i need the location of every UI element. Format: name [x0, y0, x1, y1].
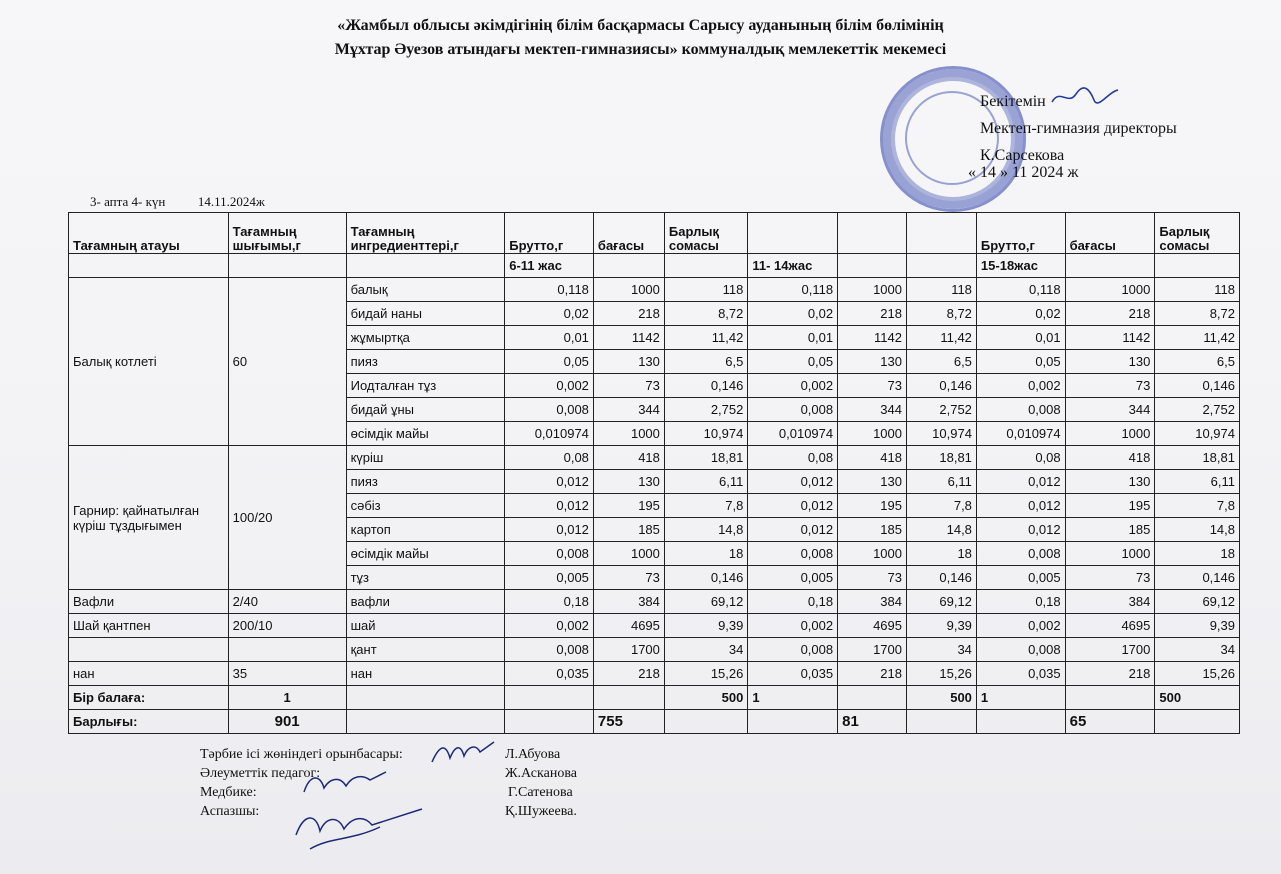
- ingredient-name: бидай наны: [346, 302, 505, 326]
- table-cell: 0,008: [976, 638, 1065, 662]
- table-cell: 34: [664, 638, 747, 662]
- ingredient-name: картоп: [346, 518, 505, 542]
- table-cell: 0,012: [748, 494, 838, 518]
- table-cell: 0,01: [748, 326, 838, 350]
- table-cell: 0,012: [976, 494, 1065, 518]
- table-cell: 0,008: [505, 398, 594, 422]
- dish-yield: 100/20: [228, 446, 346, 590]
- table-cell: 218: [838, 302, 907, 326]
- table-row: [69, 614, 1240, 638]
- table-cell: 0,012: [748, 470, 838, 494]
- table-cell: 0,005: [748, 566, 838, 590]
- signature-name: Қ.Шужеева.: [505, 804, 577, 819]
- ingredient-name: бидай ұны: [346, 398, 505, 422]
- age-group-row: [69, 254, 1240, 278]
- approval-position: Мектеп-гимназия директоры: [980, 120, 1177, 137]
- age-group-1: 6-11 жас: [505, 254, 594, 278]
- table-cell: 218: [838, 662, 907, 686]
- dish-name: Гарнир: қайнатылған күріш тұздығымен: [69, 446, 229, 590]
- header-empty: [748, 213, 838, 254]
- totals-row: [69, 710, 1240, 734]
- handwritten-signature-1: [428, 738, 498, 768]
- table-cell: 0,002: [505, 614, 594, 638]
- table-cell: 0,012: [976, 470, 1065, 494]
- table-cell: 0,002: [976, 374, 1065, 398]
- dish-yield: [228, 638, 346, 662]
- totals-value-4: 65: [1065, 710, 1155, 734]
- week-label: 3- апта 4- күн: [90, 194, 166, 209]
- table-cell: 130: [593, 350, 664, 374]
- ingredient-name: сәбіз: [346, 494, 505, 518]
- table-cell: 118: [664, 278, 747, 302]
- table-cell: 130: [838, 350, 907, 374]
- table-cell: 0,012: [505, 470, 594, 494]
- table-cell: 6,5: [664, 350, 747, 374]
- header-price-3: бағасы: [1065, 213, 1155, 254]
- table-cell: 4695: [1065, 614, 1155, 638]
- header-brutto: Брутто,г: [505, 213, 594, 254]
- table-cell: 15,26: [907, 662, 977, 686]
- table-cell: 0,008: [748, 398, 838, 422]
- table-cell: 0,02: [748, 302, 838, 326]
- signature-row: [200, 764, 600, 783]
- dish-name: [69, 638, 229, 662]
- table-cell: 0,118: [976, 278, 1065, 302]
- signature-name: Ж.Асканова: [505, 766, 577, 781]
- table-cell: 130: [593, 470, 664, 494]
- table-cell: 6,5: [1155, 350, 1240, 374]
- table-cell: 73: [1065, 566, 1155, 590]
- table-cell: 384: [593, 590, 664, 614]
- table-cell: 1000: [838, 278, 907, 302]
- table-cell: 218: [593, 302, 664, 326]
- table-cell: 0,146: [907, 566, 977, 590]
- table-cell: 2,752: [1155, 398, 1240, 422]
- table-cell: 0,05: [976, 350, 1065, 374]
- table-cell: 73: [838, 566, 907, 590]
- dish-yield: 200/10: [228, 614, 346, 638]
- table-cell: 0,146: [1155, 566, 1240, 590]
- table-cell: 0,012: [505, 518, 594, 542]
- table-cell: 69,12: [907, 590, 977, 614]
- signature-row: [200, 745, 600, 764]
- header-empty: [838, 213, 907, 254]
- table-cell: 0,010974: [748, 422, 838, 446]
- table-cell: 6,11: [664, 470, 747, 494]
- table-cell: 195: [1065, 494, 1155, 518]
- header-total: Барлық сомасы: [664, 213, 747, 254]
- table-cell: 384: [838, 590, 907, 614]
- table-cell: 6,11: [907, 470, 977, 494]
- table-cell: 0,05: [748, 350, 838, 374]
- ingredient-name: жұмыртқа: [346, 326, 505, 350]
- table-cell: 0,08: [976, 446, 1065, 470]
- ingredient-name: балық: [346, 278, 505, 302]
- table-cell: 1000: [838, 422, 907, 446]
- header-price: бағасы: [593, 213, 664, 254]
- table-cell: 8,72: [664, 302, 747, 326]
- table-cell: 0,18: [748, 590, 838, 614]
- table-cell: 7,8: [1155, 494, 1240, 518]
- table-cell: 195: [593, 494, 664, 518]
- document-header: [0, 14, 1281, 62]
- per-child-label: Бір балаға:: [69, 686, 229, 710]
- table-cell: 1142: [1065, 326, 1155, 350]
- table-cell: 344: [1065, 398, 1155, 422]
- table-cell: 1000: [593, 422, 664, 446]
- table-cell: 11,42: [907, 326, 977, 350]
- table-cell: 0,008: [976, 542, 1065, 566]
- table-cell: 0,002: [748, 374, 838, 398]
- table-cell: 9,39: [907, 614, 977, 638]
- table-cell: 69,12: [1155, 590, 1240, 614]
- totals-value-3: 81: [838, 710, 907, 734]
- table-cell: 344: [838, 398, 907, 422]
- header-brutto-3: Брутто,г: [976, 213, 1065, 254]
- table-cell: 0,005: [505, 566, 594, 590]
- ingredient-name: тұз: [346, 566, 505, 590]
- age-group-2: 11- 14жас: [748, 254, 838, 278]
- table-cell: 0,08: [505, 446, 594, 470]
- table-cell: 130: [1065, 470, 1155, 494]
- approval-name: К.Сарсекова: [980, 147, 1065, 164]
- table-cell: 10,974: [907, 422, 977, 446]
- header-yield: Тағамның шығымы,г: [228, 213, 346, 254]
- table-cell: 384: [1065, 590, 1155, 614]
- table-cell: 418: [593, 446, 664, 470]
- table-cell: 0,05: [505, 350, 594, 374]
- table-cell: 0,035: [748, 662, 838, 686]
- handwritten-signature-2: [300, 770, 390, 800]
- per-child-sum-1: 500: [664, 686, 747, 710]
- table-cell: 118: [1155, 278, 1240, 302]
- signature-role: Медбике:: [200, 785, 257, 800]
- table-cell: 1700: [593, 638, 664, 662]
- table-cell: 0,012: [748, 518, 838, 542]
- table-cell: 1000: [1065, 542, 1155, 566]
- table-cell: 0,01: [976, 326, 1065, 350]
- signature-role: Аспазшы:: [200, 804, 260, 819]
- per-child-sum-3: 500: [1155, 686, 1240, 710]
- table-cell: 0,02: [976, 302, 1065, 326]
- per-child-count: 1: [228, 686, 346, 710]
- week-date: 14.11.2024ж: [197, 194, 265, 209]
- table-cell: 1000: [1065, 278, 1155, 302]
- table-cell: 185: [838, 518, 907, 542]
- director-signature: [1050, 84, 1120, 110]
- table-cell: 73: [1065, 374, 1155, 398]
- table-cell: 4695: [838, 614, 907, 638]
- table-cell: 7,8: [664, 494, 747, 518]
- table-cell: 15,26: [1155, 662, 1240, 686]
- dish-name: Шай қантпен: [69, 614, 229, 638]
- table-cell: 18,81: [1155, 446, 1240, 470]
- table-cell: 0,008: [505, 638, 594, 662]
- table-cell: 9,39: [664, 614, 747, 638]
- table-cell: 0,002: [748, 614, 838, 638]
- table-cell: 344: [593, 398, 664, 422]
- table-row: [69, 638, 1240, 662]
- table-cell: 1700: [1065, 638, 1155, 662]
- per-child-count-3: 1: [976, 686, 1065, 710]
- table-header-row: [69, 213, 1240, 254]
- totals-value-2: 755: [593, 710, 664, 734]
- ingredient-name: қант: [346, 638, 505, 662]
- table-cell: 10,974: [1155, 422, 1240, 446]
- table-cell: 0,18: [976, 590, 1065, 614]
- header-line-1: «Жамбыл облысы әкімдігінің білім басқармасы Сарысу ауданының білім бөлімінің: [337, 17, 944, 34]
- table-cell: 14,8: [1155, 518, 1240, 542]
- signature-role: Әлеуметтік педагог:: [200, 766, 321, 781]
- table-cell: 0,008: [748, 542, 838, 566]
- table-cell: 0,012: [505, 494, 594, 518]
- table-cell: 14,8: [907, 518, 977, 542]
- table-cell: 73: [593, 566, 664, 590]
- table-cell: 1000: [1065, 422, 1155, 446]
- table-cell: 0,08: [748, 446, 838, 470]
- table-cell: 0,146: [664, 374, 747, 398]
- table-cell: 0,012: [976, 518, 1065, 542]
- table-cell: 0,18: [505, 590, 594, 614]
- table-cell: 18: [1155, 542, 1240, 566]
- table-cell: 14,8: [664, 518, 747, 542]
- table-row: [69, 278, 1240, 302]
- table-cell: 0,008: [505, 542, 594, 566]
- table-cell: 0,146: [664, 566, 747, 590]
- ingredient-name: өсімдік майы: [346, 542, 505, 566]
- signature-name: Л.Абуова: [505, 747, 561, 762]
- totals-label: Барлығы:: [69, 710, 229, 734]
- table-cell: 185: [1065, 518, 1155, 542]
- table-cell: 1142: [593, 326, 664, 350]
- table-cell: 418: [838, 446, 907, 470]
- table-cell: 0,146: [1155, 374, 1240, 398]
- dish-name: Балық котлеті: [69, 278, 229, 446]
- ingredient-name: Иодталған тұз: [346, 374, 505, 398]
- header-total-3: Барлық сомасы: [1155, 213, 1240, 254]
- ingredient-name: пияз: [346, 350, 505, 374]
- table-row: [69, 446, 1240, 470]
- dish-name: нан: [69, 662, 229, 686]
- table-cell: 18,81: [907, 446, 977, 470]
- header-ingredients: Тағамның ингредиенттері,г: [346, 213, 505, 254]
- dish-name: Вафли: [69, 590, 229, 614]
- per-child-row: [69, 686, 1240, 710]
- table-cell: 218: [1065, 302, 1155, 326]
- handwritten-signature-3: [290, 805, 430, 855]
- table-cell: 1000: [593, 278, 664, 302]
- week-day-label: [90, 194, 265, 210]
- ingredient-name: пияз: [346, 470, 505, 494]
- table-row: [69, 590, 1240, 614]
- table-cell: 0,118: [505, 278, 594, 302]
- signature-name: Г.Сатенова: [508, 785, 573, 800]
- menu-table-body: [69, 278, 1240, 686]
- table-cell: 2,752: [907, 398, 977, 422]
- per-child-count-2: 1: [748, 686, 838, 710]
- ingredient-name: өсімдік майы: [346, 422, 505, 446]
- table-cell: 118: [907, 278, 977, 302]
- table-cell: 418: [1065, 446, 1155, 470]
- table-cell: 34: [1155, 638, 1240, 662]
- signature-role: Тәрбие ісі жөніндегі орынбасары:: [200, 747, 403, 762]
- menu-table: [68, 212, 1240, 734]
- table-cell: 8,72: [1155, 302, 1240, 326]
- table-cell: 18,81: [664, 446, 747, 470]
- table-cell: 9,39: [1155, 614, 1240, 638]
- table-cell: 11,42: [664, 326, 747, 350]
- table-cell: 69,12: [664, 590, 747, 614]
- table-cell: 0,002: [505, 374, 594, 398]
- table-cell: 0,005: [976, 566, 1065, 590]
- table-cell: 2,752: [664, 398, 747, 422]
- table-cell: 15,26: [664, 662, 747, 686]
- age-group-3: 15-18жас: [976, 254, 1065, 278]
- table-cell: 0,008: [976, 398, 1065, 422]
- table-cell: 130: [838, 470, 907, 494]
- table-cell: 34: [907, 638, 977, 662]
- ingredient-name: вафли: [346, 590, 505, 614]
- table-cell: 1000: [838, 542, 907, 566]
- table-cell: 0,146: [907, 374, 977, 398]
- table-cell: 130: [1065, 350, 1155, 374]
- header-line-2: Мұхтар Әуезов атындағы мектеп-гимназиясы» коммуналдық мемлекеттік мекемесі: [334, 41, 947, 58]
- dish-yield: 60: [228, 278, 346, 446]
- table-cell: 11,42: [1155, 326, 1240, 350]
- ingredient-name: шай: [346, 614, 505, 638]
- table-cell: 0,035: [976, 662, 1065, 686]
- table-cell: 0,118: [748, 278, 838, 302]
- dish-yield: 35: [228, 662, 346, 686]
- table-cell: 73: [593, 374, 664, 398]
- signature-row: [200, 783, 600, 802]
- table-cell: 218: [1065, 662, 1155, 686]
- header-dish: Тағамның атауы: [69, 213, 229, 254]
- table-cell: 0,002: [976, 614, 1065, 638]
- table-cell: 0,008: [748, 638, 838, 662]
- table-cell: 73: [838, 374, 907, 398]
- dish-yield: 2/40: [228, 590, 346, 614]
- table-cell: 6,5: [907, 350, 977, 374]
- table-cell: 195: [838, 494, 907, 518]
- table-cell: 10,974: [664, 422, 747, 446]
- table-cell: 1000: [593, 542, 664, 566]
- table-cell: 1700: [838, 638, 907, 662]
- header-empty: [907, 213, 977, 254]
- table-cell: 18: [907, 542, 977, 566]
- per-child-sum-2: 500: [907, 686, 977, 710]
- table-cell: 218: [593, 662, 664, 686]
- table-cell: 185: [593, 518, 664, 542]
- table-cell: 0,01: [505, 326, 594, 350]
- table-cell: 0,02: [505, 302, 594, 326]
- table-cell: 0,035: [505, 662, 594, 686]
- table-cell: 0,010974: [505, 422, 594, 446]
- ingredient-name: күріш: [346, 446, 505, 470]
- table-cell: 7,8: [907, 494, 977, 518]
- approval-date: « 14 » 11 2024 ж: [968, 164, 1079, 181]
- table-row: [69, 662, 1240, 686]
- table-cell: 6,11: [1155, 470, 1240, 494]
- table-cell: 8,72: [907, 302, 977, 326]
- table-cell: 18: [664, 542, 747, 566]
- table-cell: 4695: [593, 614, 664, 638]
- ingredient-name: нан: [346, 662, 505, 686]
- approval-word: Бекітемін: [980, 93, 1046, 110]
- table-cell: 0,010974: [976, 422, 1065, 446]
- table-cell: 1142: [838, 326, 907, 350]
- totals-value-1: 901: [228, 710, 346, 734]
